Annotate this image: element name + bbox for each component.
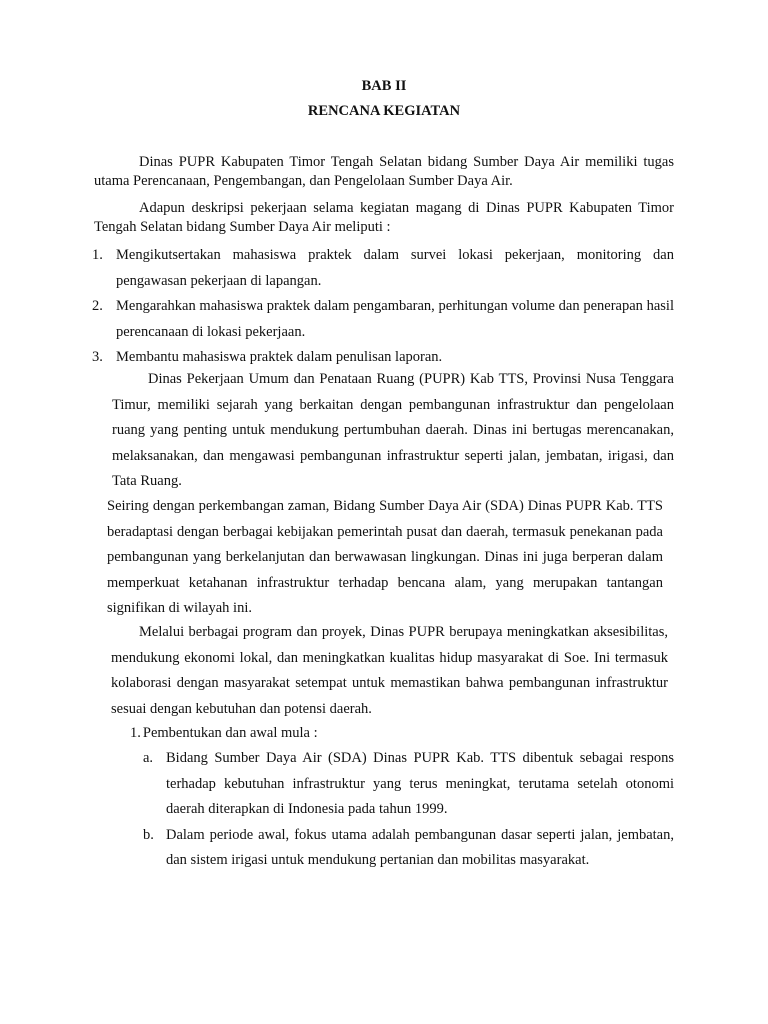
paragraph-pupr-history: Dinas Pekerjaan Umum dan Penataan Ruang (PUPR) Kab TTS, Provinsi Nusa Tenggara Timur, memiliki sejarah yang berkaitan dengan pembangunan infrastruktur dan pengelolaan ruang yang penting untuk mendukung pertumbuhan daerah. Dinas ini bertugas merencanakan, melaksanakan, dan mengawasi pembangunan infrastruktur seperti jalan, jembatan, irigasi, dan Tata Ruang. xyxy=(112,371,674,489)
list-item xyxy=(92,294,674,345)
list-item-text: Bidang Sumber Daya Air (SDA) Dinas PUPR Kab. TTS dibentuk sebagai respons terhadap kebutuhan infrastruktur yang terus meningkat, terutama setelah otonomi daerah diterapkan di Indonesia pada tahun 1999. xyxy=(166,750,674,817)
list-item-text: Mengarahkan mahasiswa praktek dalam pengambaran, perhitungan volume dan penerapan hasil perencanaan di lokasi pekerjaan. xyxy=(116,298,674,340)
list-item xyxy=(92,243,674,294)
paragraph-duties-intro: Adapun deskripsi pekerjaan selama kegiatan magang di Dinas PUPR Kabupaten Timor Tengah Selatan bidang Sumber Daya Air meliputi : xyxy=(94,200,674,235)
duties-list xyxy=(92,243,674,371)
list-item-number: 2. xyxy=(92,298,103,314)
list-item-text: Membantu mahasiswa praktek dalam penulisan laporan. xyxy=(116,349,443,365)
list-item xyxy=(143,823,674,874)
list-item xyxy=(143,746,674,823)
list-item-text: Mengikutsertakan mahasiswa praktek dalam survei lokasi pekerjaan, monitoring dan pengawasan pekerjaan di lapangan. xyxy=(116,247,674,289)
list-item-letter: a. xyxy=(143,750,154,766)
chapter-number: BAB II xyxy=(361,78,407,94)
history-list xyxy=(143,746,674,874)
history-heading-text: Pembentukan dan awal mula : xyxy=(142,725,318,741)
paragraph-programs: Melalui berbagai program dan proyek, Dinas PUPR berupaya meningkatkan aksesibilitas, mendukung ekonomi lokal, dan meningkatkan kualitas hidup masyarakat di Soe. Ini termasuk kolaborasi dengan masyarakat setempat untuk memastikan bahwa pembangunan infrastruktur sesuai dengan kebutuhan dan potensi daerah. xyxy=(111,624,668,717)
paragraph-sda-adaptation: Seiring dengan perkembangan zaman, Bidang Sumber Daya Air (SDA) Dinas PUPR Kab. TTS beradaptasi dengan berbagai kebijakan pemerintah pusat dan daerah, termasuk penekanan pada pembangunan yang berkelanjutan dan berwawasan lingkungan. Dinas ini juga berperan dalam memperkuat ketahanan infrastruktur terhadap bencana alam, yang merupakan tantangan signifikan di wilayah ini. xyxy=(107,498,663,616)
history-heading xyxy=(130,721,318,747)
list-item-letter: b. xyxy=(143,826,154,843)
list-item-number: 3. xyxy=(92,349,103,365)
list-item-number: 1. xyxy=(92,247,103,263)
list-item-text: Dalam periode awal, fokus utama adalah pembangunan dasar seperti jalan, jembatan, dan sistem irigasi untuk mendukung pertanian dan mobilitas masyarakat. xyxy=(166,826,674,868)
history-heading-number: 1. xyxy=(130,725,141,741)
chapter-title: RENCANA KEGIATAN xyxy=(307,103,461,119)
paragraph-intro: Dinas PUPR Kabupaten Timor Tengah Selatan bidang Sumber Daya Air memiliki tugas utama Perencanaan, Pengembangan, dan Pengelolaan Sumber Daya Air. xyxy=(94,154,674,189)
